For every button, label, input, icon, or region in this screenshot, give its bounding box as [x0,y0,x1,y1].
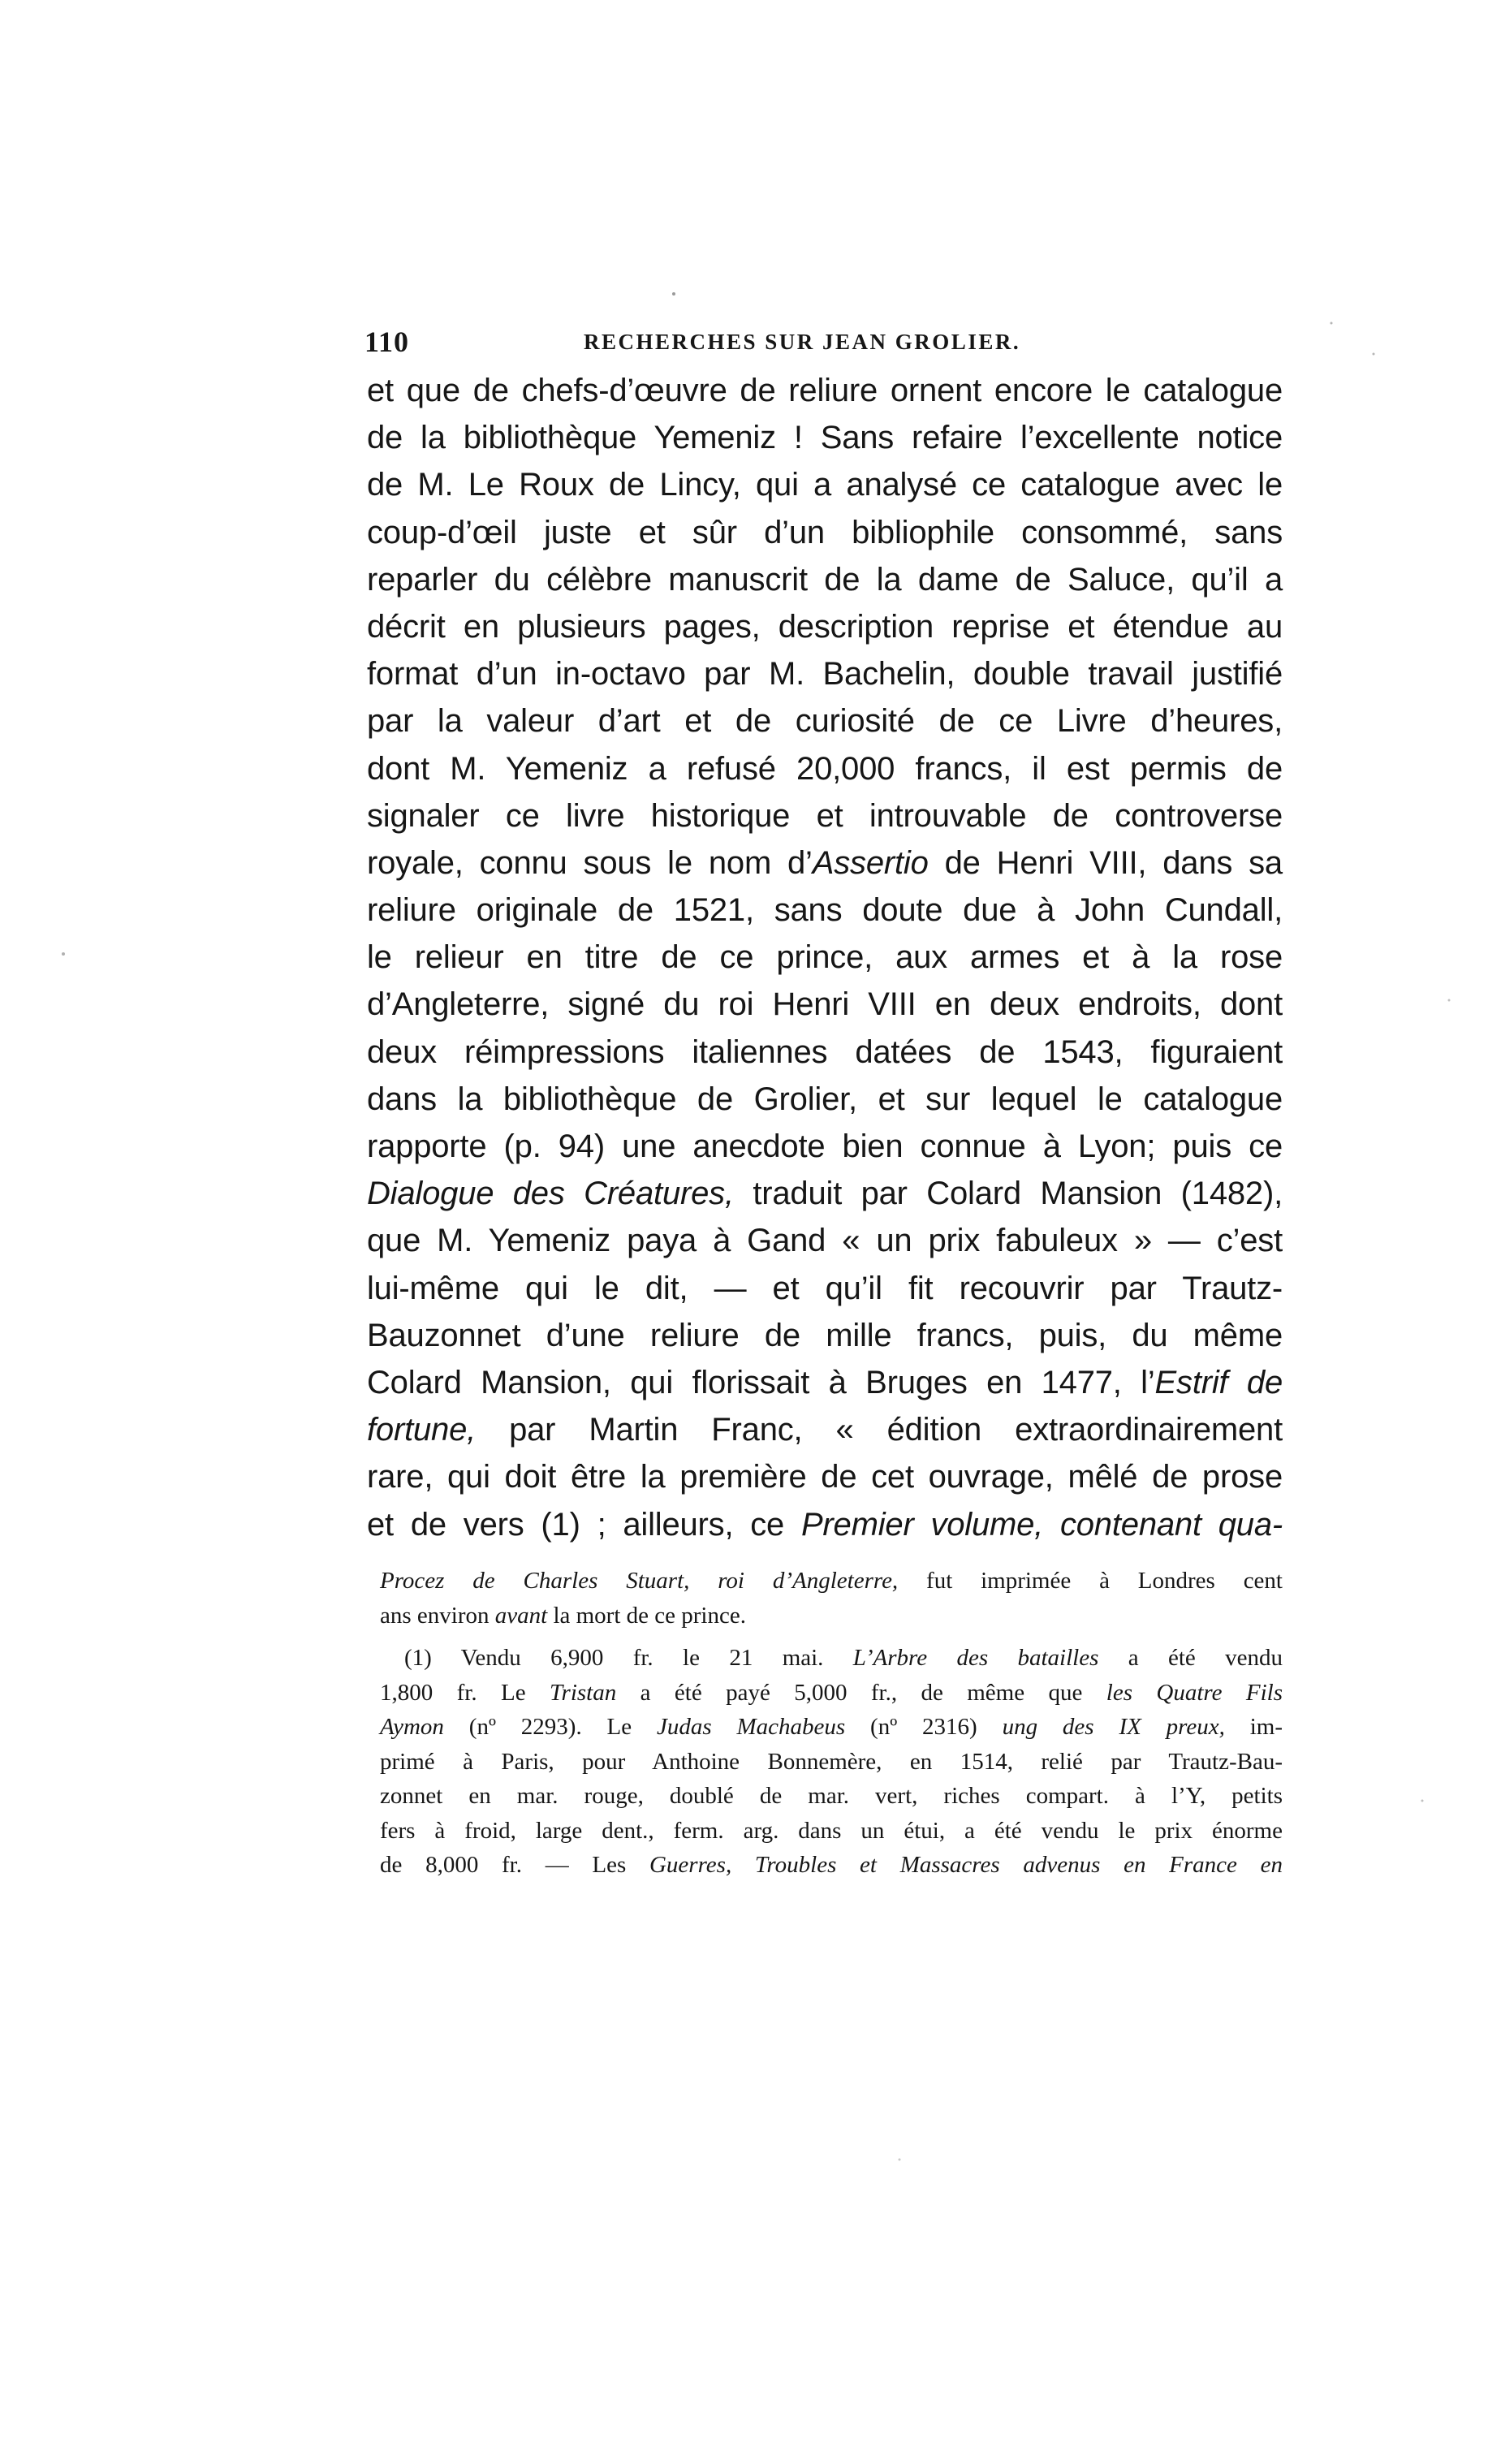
page-header [364,325,1283,364]
speck [1421,1800,1424,1802]
text-line: de M. Le Roux de Lincy, qui a analysé ce catalogue avec le [367,467,1283,503]
text-line [367,1501,1283,1548]
text-line: dans la bibliothèque de Grolier, et sur lequel le catalogue [367,1081,1283,1117]
text-fragment: traduit par Colard Mansion (1482), [733,1176,1283,1212]
text-line: de la bibliothèque Yemeniz ! Sans refaire l’excellente notice [367,420,1283,456]
footnote-line [380,1641,1283,1676]
text-fragment: de 8,000 fr. — Les [380,1852,649,1878]
footnote-line [380,1848,1283,1883]
text-fragment: royale, connu sous le nom d’ [367,844,813,881]
text-line: Bauzonnet d’une reliure de mille francs, puis, du même [367,1317,1283,1353]
italic-fragment: Judas Machabeus [657,1714,846,1740]
speck [672,292,675,296]
footnote-line: zonnet en mar. rouge, doublé de mar. vert, riches compart. à l’Y, petits [380,1783,1283,1809]
footnote-gap [380,1633,1283,1641]
text-line: que M. Yemeniz paya à Gand « un prix fabuleux » — c’est [367,1223,1283,1259]
italic-fragment: Guerres, Troubles et Massacres advenus en France en [649,1852,1283,1878]
text-fragment: fut imprimée à Londres cent [898,1568,1283,1594]
text-line: lui-même qui le dit, — et qu’il fit recouvrir par Trautz- [367,1270,1283,1306]
text-line: décrit en plusieurs pages, description reprise et étendue au [367,608,1283,645]
footnote-line: primé à Paris, pour Anthoine Bonnemère, en 1514, relié par Trautz-Bau- [380,1748,1283,1775]
italic-fragment: Tristan [550,1679,617,1706]
text-fragment: a été payé 5,000 fr., de même que [616,1679,1106,1706]
text-line: rare, qui doit être la première de cet ouvrage, mêlé de prose [367,1459,1283,1495]
text-fragment: (nº 2316) [845,1714,1003,1740]
text-line: signaler ce livre historique et introuvable de controverse [367,797,1283,834]
text-fragment: ans environ [380,1602,495,1629]
text-line: d’Angleterre, signé du roi Henri VIII en deux endroits, dont [367,986,1283,1023]
footnote-line [380,1710,1283,1745]
text-line: reparler du célèbre manuscrit de la dame de Saluce, qu’il a [367,561,1283,598]
speck [62,952,65,956]
italic-title-dialogue: Dialogue des Créatures, [367,1176,734,1212]
footnotes [380,1564,1283,1883]
footnote-line [380,1564,1283,1599]
speck [1373,353,1375,356]
text-fragment: (1) Vendu 6,900 fr. le 21 mai. [404,1645,853,1671]
text-line: deux réimpressions italiennes datées de 1543, figuraient [367,1033,1283,1070]
footnote-line: fers à froid, large dent., ferm. arg. dans un étui, a été vendu le prix énorme [380,1817,1283,1844]
text-line [367,1406,1283,1453]
text-fragment: de Henri VIII, dans sa [928,844,1283,881]
footnote-line [380,1599,1283,1633]
text-line: rapporte (p. 94) une anecdote bien connue à Lyon; puis ce [367,1128,1283,1164]
text-line: reliure originale de 1521, sans doute due à John Cundall, [367,892,1283,929]
text-fragment: par Martin Franc, « édition extraordinairement [476,1412,1283,1448]
text-fragment: 1,800 fr. Le [380,1679,550,1706]
speck [899,2159,901,2161]
footnote-line [380,1676,1283,1711]
italic-fragment: Procez de Charles Stuart, roi d’Angleterre, [380,1568,899,1594]
italic-fragment: Aymon [380,1714,444,1740]
italic-title-premier-volume: Premier volume, contenant qua- [800,1506,1283,1543]
text-line [367,1170,1283,1217]
italic-fragment: avant [494,1602,548,1629]
text-line: par la valeur d’art et de curiosité de ce Livre d’heures, [367,703,1283,740]
italic-fragment: les Quatre Fils [1106,1679,1283,1706]
text-fragment: (nº 2293). Le [443,1714,657,1740]
text-fragment: et de vers (1) ; ailleurs, ce [367,1506,801,1543]
italic-title-estrif: Estrif de [1154,1364,1283,1400]
main-text [367,367,1283,1548]
text-fragment: la mort de ce prince. [547,1602,746,1629]
text-fragment: im- [1224,1714,1283,1740]
speck [1331,322,1333,325]
italic-fragment: L’Arbre des batailles [852,1645,1099,1671]
text-line: et que de chefs-d’œuvre de reliure ornent encore le catalogue [367,373,1283,408]
text-line: format d’un in-octavo par M. Bachelin, double travail justifié [367,656,1283,693]
text-line: le relieur en titre de ce prince, aux armes et à la rose [367,939,1283,976]
italic-title-assertio: Assertio [812,844,929,881]
running-title: RECHERCHES SUR JEAN GROLIER. [584,330,1021,354]
text-fragment: Colard Mansion, qui florissait à Bruges en 1477, l’ [367,1364,1155,1400]
page-number: 110 [364,326,410,358]
text-fragment: a été vendu [1098,1645,1283,1671]
italic-fragment: ung des IX preux, [1002,1714,1225,1740]
text-line: dont M. Yemeniz a refusé 20,000 francs, il est permis de [367,750,1283,787]
speck [1448,999,1451,1002]
text-line [367,1359,1283,1406]
text-line [367,839,1283,887]
text-line: coup-d’œil juste et sûr d’un bibliophile consommé, sans [367,514,1283,550]
italic-title-fortune: fortune, [367,1412,477,1448]
